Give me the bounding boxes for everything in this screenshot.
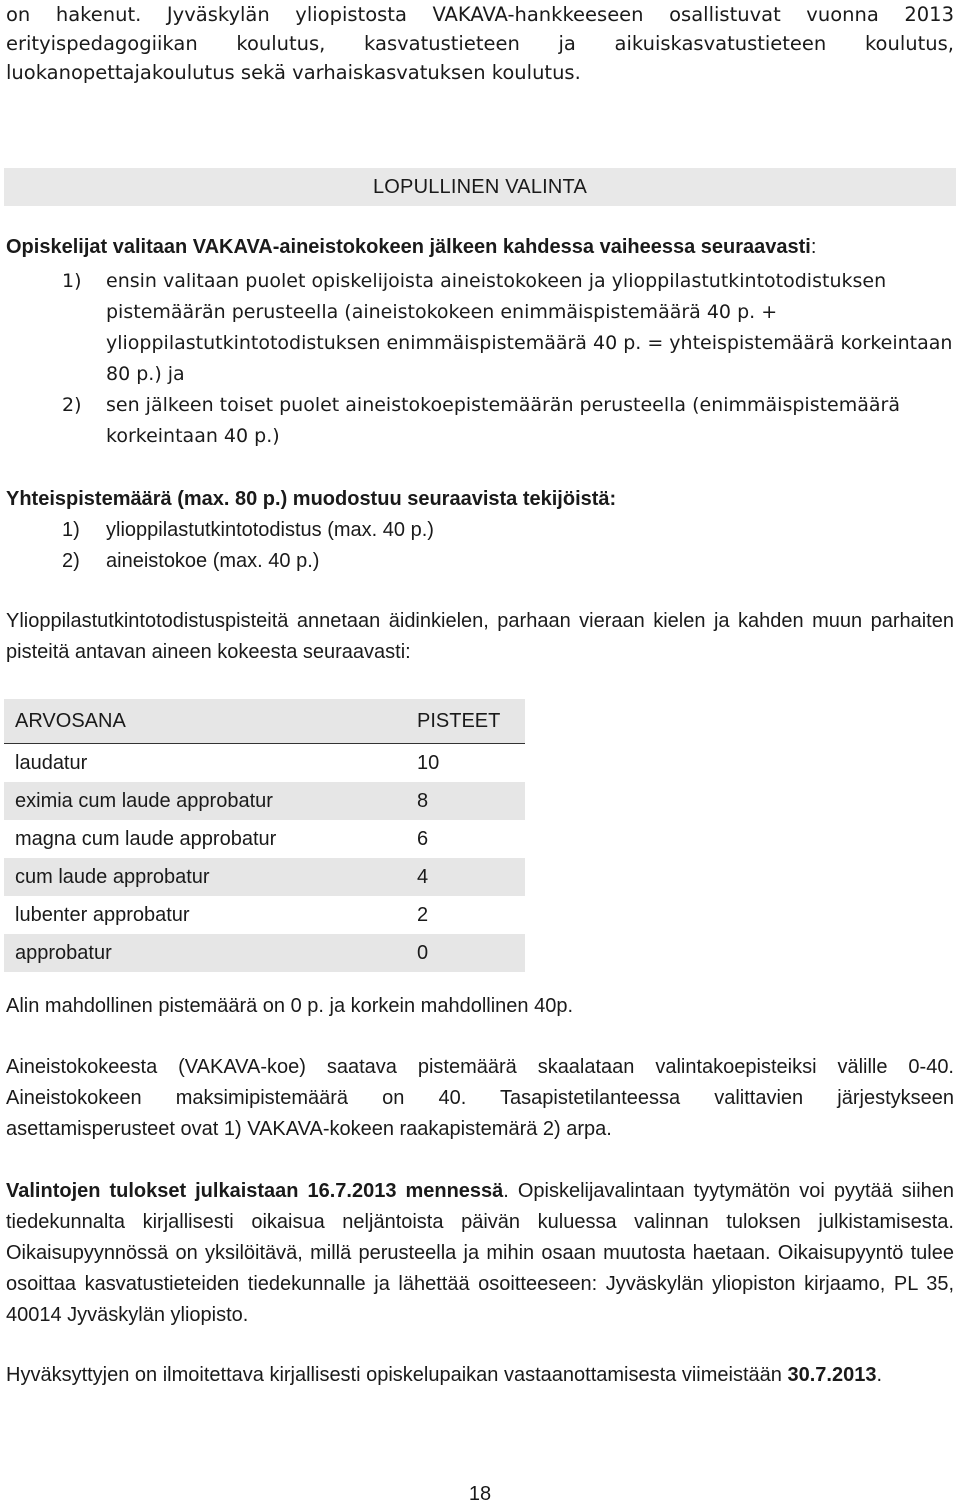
- points-cell: 10: [417, 751, 440, 774]
- selection-lead-bold: Opiskelijat valitaan VAKAVA-aineistokokeen jälkeen kahdessa vaiheessa seuraavasti: [6, 236, 811, 258]
- list-number: 1): [62, 519, 80, 541]
- selection-lead-tail: :: [810, 236, 817, 258]
- points-cell: 6: [417, 827, 429, 850]
- total-points-lead: Yhteispistemäärä (max. 80 p.) muodostuu seuraavista tekijöistä:: [6, 488, 617, 510]
- points-cell: 2: [417, 903, 429, 926]
- list-number: 2): [62, 550, 80, 572]
- total-points-list: [0, 515, 700, 577]
- points-cell: 4: [406, 858, 525, 896]
- results-rest: . Opiskelijavalintaan tyytymätön voi pyytää siihen tiedekunnalta kirjallisesti oikaisua neljäntoista päivän kuluessa valinnan tuloksen julkistamisesta. Oikaisupyynnössä on yksilöitävä, millä perusteella ja mihin osaan muutosta haetaan. Oikaisupyyntö tulee osoittaa kasvatustieteiden tiedekunnalle ja lähettää osoitteeseen: Jyväskylän yliopiston kirjaamo, PL 35, 40014 Jyväskylän yliopisto.: [6, 1180, 955, 1326]
- table-row: [4, 820, 525, 858]
- list-number: 1): [62, 270, 82, 292]
- grade-cell: cum laude approbatur: [4, 858, 406, 896]
- min-max-paragraph: Alin mahdollinen pistemäärä on 0 p. ja korkein mahdollinen 40p.: [6, 995, 574, 1017]
- table-row: [4, 744, 525, 783]
- list-item: [0, 266, 954, 390]
- section-title: LOPULLINEN VALINTA: [4, 168, 956, 206]
- results-date-bold: Valintojen tulokset julkaistaan 16.7.2013 mennessä: [6, 1180, 504, 1202]
- results-paragraph: [6, 1176, 954, 1331]
- page-number: 18: [468, 1483, 492, 1505]
- table-row: [4, 858, 525, 896]
- grade-points-table: [4, 699, 525, 972]
- table-row: [4, 934, 525, 972]
- list-text: aineistokoe (max. 40 p.): [106, 550, 320, 572]
- grade-cell: approbatur: [4, 934, 406, 972]
- list-text: ylioppilastutkintotodistus (max. 40 p.): [106, 519, 434, 541]
- column-header-grade: ARVOSANA: [4, 699, 406, 744]
- intro-paragraph: on hakenut. Jyväskylän yliopistosta VAKAVA-hankkeeseen osallistuvat vuonna 2013 erityispedagogiikan koulutus, kasvatustieteen ja aikuiskasvatustieteen koulutus, luokanopettajakoulutus sekä varhaiskasvatuksen koulutus.: [6, 3, 954, 84]
- selection-steps-list: [0, 266, 954, 452]
- points-cell: 8: [406, 782, 525, 820]
- table-row: [4, 782, 525, 820]
- points-cell: 0: [406, 934, 525, 972]
- acceptance-paragraph: [6, 1360, 954, 1391]
- acceptance-text: Hyväksyttyjen on ilmoitettava kirjallisesti opiskelupaikan vastaanottamisesta viimeistään: [6, 1364, 788, 1386]
- matriculation-paragraph: Ylioppilastutkintotodistuspisteitä annetaan äidinkielen, parhaan vieraan kielen ja kahden muun parhaiten pisteitä antavan aineen kokeesta seuraavasti:: [6, 610, 954, 663]
- table-row: [4, 896, 525, 934]
- acceptance-end: .: [876, 1364, 883, 1386]
- table-header-row: [4, 699, 525, 744]
- list-item: [0, 515, 700, 546]
- list-item: [0, 390, 954, 452]
- grade-cell: eximia cum laude approbatur: [4, 782, 406, 820]
- selection-lead: [6, 232, 816, 263]
- list-text: ensin valitaan puolet opiskelijoista aineistokokeen ja ylioppilastutkintotodistuksen pistemäärän perusteella (aineistokokeen enimmäispistemäärä 40 p. + ylioppilastutkintotodistuksen enimmäispistemäärä 40 p. = yhteispistemäärä korkeintaan 80 p.) ja: [106, 270, 953, 385]
- list-item: [0, 546, 700, 577]
- grade-cell: magna cum laude approbatur: [15, 827, 277, 850]
- grade-cell: lubenter approbatur: [15, 903, 190, 926]
- scaling-paragraph: Aineistokokeesta (VAKAVA-koe) saatava pistemäärä skaalataan valintakoepisteiksi välille 0-40. Aineistokokeen maksimipistemäärä on 40. Tasapistetilanteessa valittavien järjestykseen asettamisperusteet ovat 1) VAKAVA-kokeen raakapistemärä 2) arpa.: [6, 1056, 954, 1140]
- grade-cell: laudatur: [15, 751, 88, 774]
- list-text: sen jälkeen toiset puolet aineistokoepistemäärän perusteella (enimmäispistemäärä korkeintaan 40 p.): [106, 394, 900, 447]
- column-header-points: PISTEET: [406, 699, 525, 744]
- list-number: 2): [62, 394, 82, 416]
- acceptance-deadline: 30.7.2013: [787, 1364, 877, 1386]
